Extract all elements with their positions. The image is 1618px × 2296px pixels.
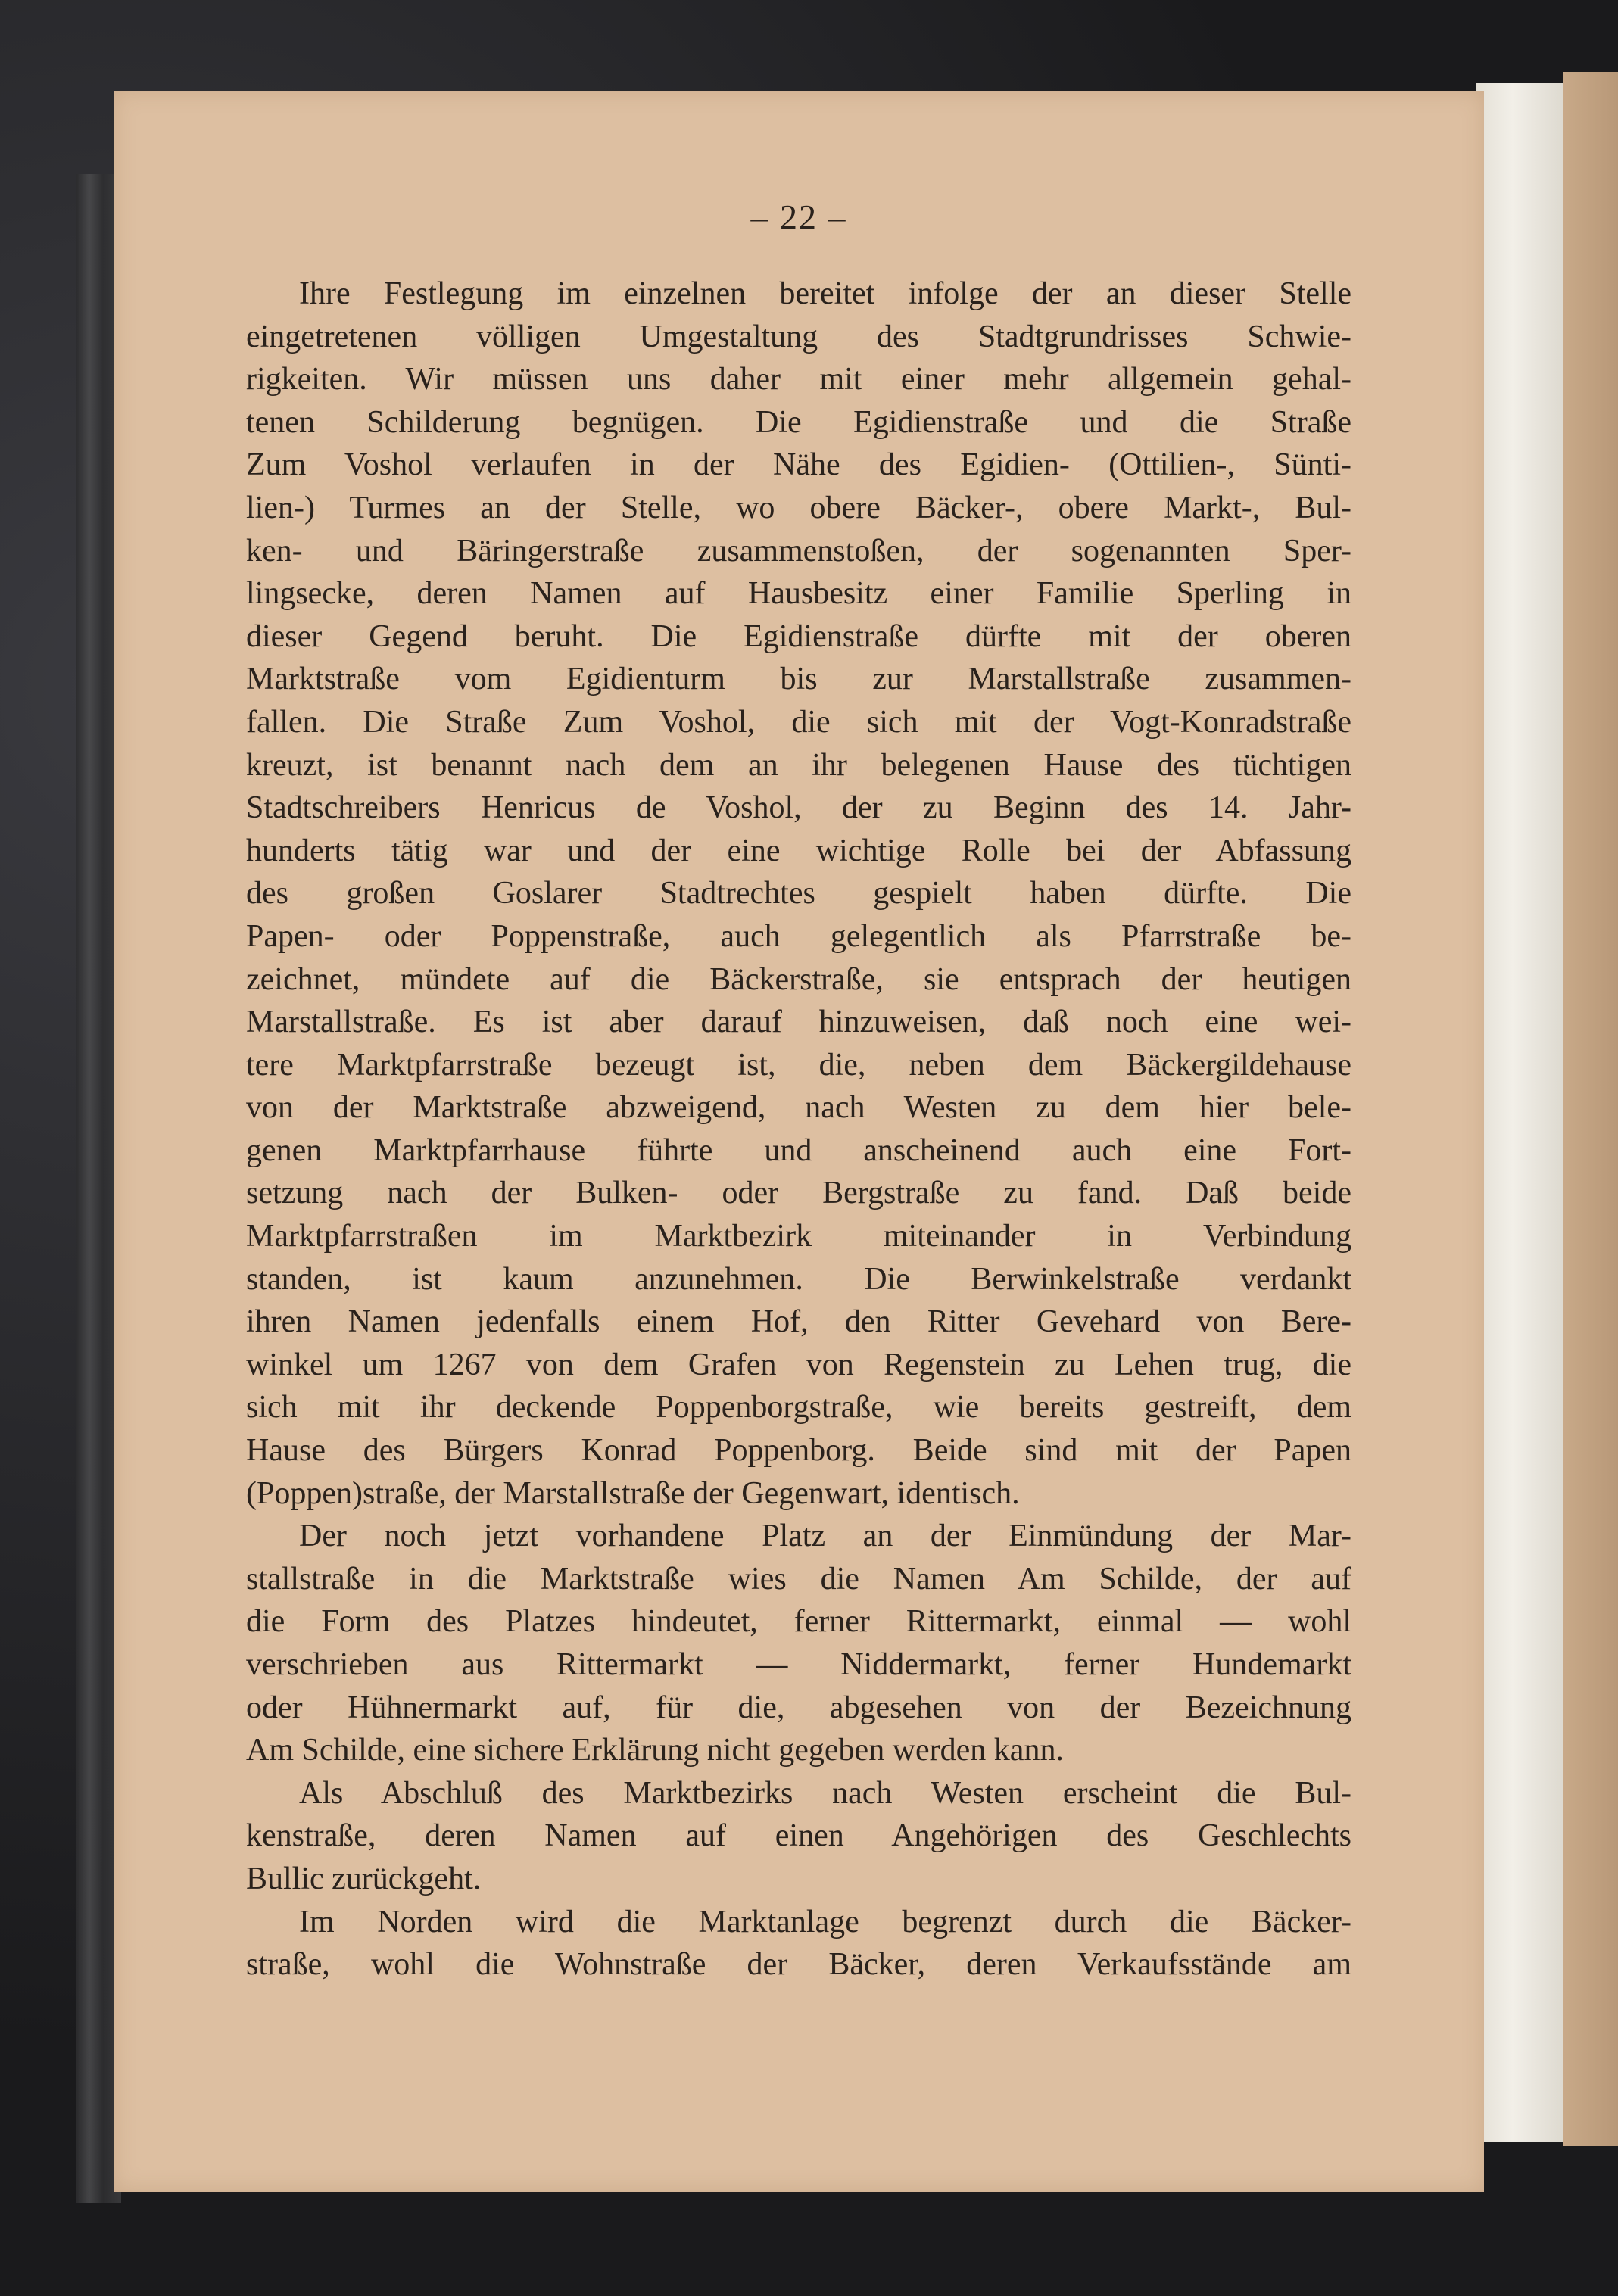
text-line: von der Marktstraße abzweigend, nach Westen zu dem hier bele- — [246, 1090, 1351, 1126]
text-line: Marktstraße vom Egidienturm bis zur Marstallstraße zusammen- — [246, 662, 1351, 697]
text-line: fallen. Die Straße Zum Voshol, die sich mit der Vogt-Konradstraße — [246, 704, 1351, 740]
text-line: kenstraße, deren Namen auf einen Angehörigen des Geschlechts — [246, 1818, 1351, 1854]
text-line: Der noch jetzt vorhandene Platz an der Einmündung der Mar- — [299, 1519, 1351, 1554]
text-line: kreuzt, ist benannt nach dem an ihr belegenen Hause des tüchtigen — [246, 747, 1351, 783]
text-line: des großen Goslarer Stadtrechtes gespielt haben dürfte. Die — [246, 876, 1351, 911]
body-text — [246, 273, 1351, 1986]
text-line: hunderts tätig war und der eine wichtige Rolle bei der Abfassung — [246, 833, 1351, 868]
text-line: die Form des Platzes hindeutet, ferner Rittermarkt, einmal — wohl — [246, 1604, 1351, 1640]
text-line: Papen- oder Poppenstraße, auch gelegentlich als Pfarrstraße be- — [246, 918, 1351, 954]
text-line: tenen Schilderung begnügen. Die Egidienstraße und die Straße — [246, 404, 1351, 440]
text-line: tere Marktpfarrstraße bezeugt ist, die, neben dem Bäckergildehause — [246, 1047, 1351, 1083]
text-line: Ihre Festlegung im einzelnen bereitet infolge der an dieser Stelle — [299, 276, 1351, 311]
text-line: Bullic zurückgeht. — [246, 1861, 482, 1896]
text-line: lien-) Turmes an der Stelle, wo obere Bäcker-, obere Markt-, Bul- — [246, 490, 1351, 525]
text-line: straße, wohl die Wohnstraße der Bäcker, deren Verkaufsstände am — [246, 1947, 1351, 1983]
text-line: Als Abschluß des Marktbezirks nach Westen erscheint die Bul- — [299, 1775, 1351, 1811]
text-line: zeichnet, mündete auf die Bäckerstraße, sie entsprach der heutigen — [246, 961, 1351, 997]
text-line: Zum Voshol verlaufen in der Nähe des Egidien- (Ottilien-, Sünti- — [246, 447, 1351, 483]
text-line: sich mit ihr deckende Poppenborgstraße, wie bereits gestreift, dem — [246, 1390, 1351, 1425]
text-line: winkel um 1267 von dem Grafen von Regenstein zu Lehen trug, die — [246, 1347, 1351, 1382]
text-line: dieser Gegend beruht. Die Egidienstraße dürfte mit der oberen — [246, 618, 1351, 654]
text-line: eingetretenen völligen Umgestaltung des Stadtgrundrisses Schwie- — [246, 319, 1351, 354]
text-line: genen Marktpfarrhause führte und anscheinend auch eine Fort- — [246, 1132, 1351, 1168]
text-line: ihren Namen jedenfalls einem Hof, den Ritter Gevehard von Bere- — [246, 1304, 1351, 1340]
text-line: oder Hühnermarkt auf, für die, abgesehen von der Bezeichnung — [246, 1690, 1351, 1725]
text-line: rigkeiten. Wir müssen uns daher mit einer mehr allgemein gehal- — [246, 362, 1351, 397]
facing-page-edge — [1563, 72, 1618, 2146]
text-line: verschrieben aus Rittermarkt — Niddermarkt, ferner Hundemarkt — [246, 1647, 1351, 1682]
text-line: Hause des Bürgers Konrad Poppenborg. Beide sind mit der Papen — [246, 1433, 1351, 1469]
page-number: – 22 – — [750, 198, 847, 236]
page-stack-edge — [1476, 83, 1567, 2142]
text-line: (Poppen)straße, der Marstallstraße der Gegenwart, identisch. — [246, 1475, 1020, 1511]
text-line: Am Schilde, eine sichere Erklärung nicht gegeben werden kann. — [246, 1733, 1064, 1768]
text-line: Marstallstraße. Es ist aber darauf hinzuweisen, daß noch eine wei- — [246, 1005, 1351, 1040]
text-line: ken- und Bäringerstraße zusammenstoßen, der sogenannten Sper- — [246, 533, 1351, 569]
text-line: setzung nach der Bulken- oder Bergstraße zu fand. Daß beide — [246, 1176, 1351, 1211]
text-line: Im Norden wird die Marktanlage begrenzt durch die Bäcker- — [299, 1904, 1351, 1939]
text-line: lingsecke, deren Namen auf Hausbesitz einer Familie Sperling in — [246, 576, 1351, 612]
text-line: stallstraße in die Marktstraße wies die Namen Am Schilde, der auf — [246, 1561, 1351, 1597]
text-line: Stadtschreibers Henricus de Voshol, der zu Beginn des 14. Jahr- — [246, 790, 1351, 826]
text-line: standen, ist kaum anzunehmen. Die Berwinkelstraße verdankt — [246, 1261, 1351, 1297]
text-line: Marktpfarrstraßen im Marktbezirk miteinander in Verbindung — [246, 1219, 1351, 1254]
